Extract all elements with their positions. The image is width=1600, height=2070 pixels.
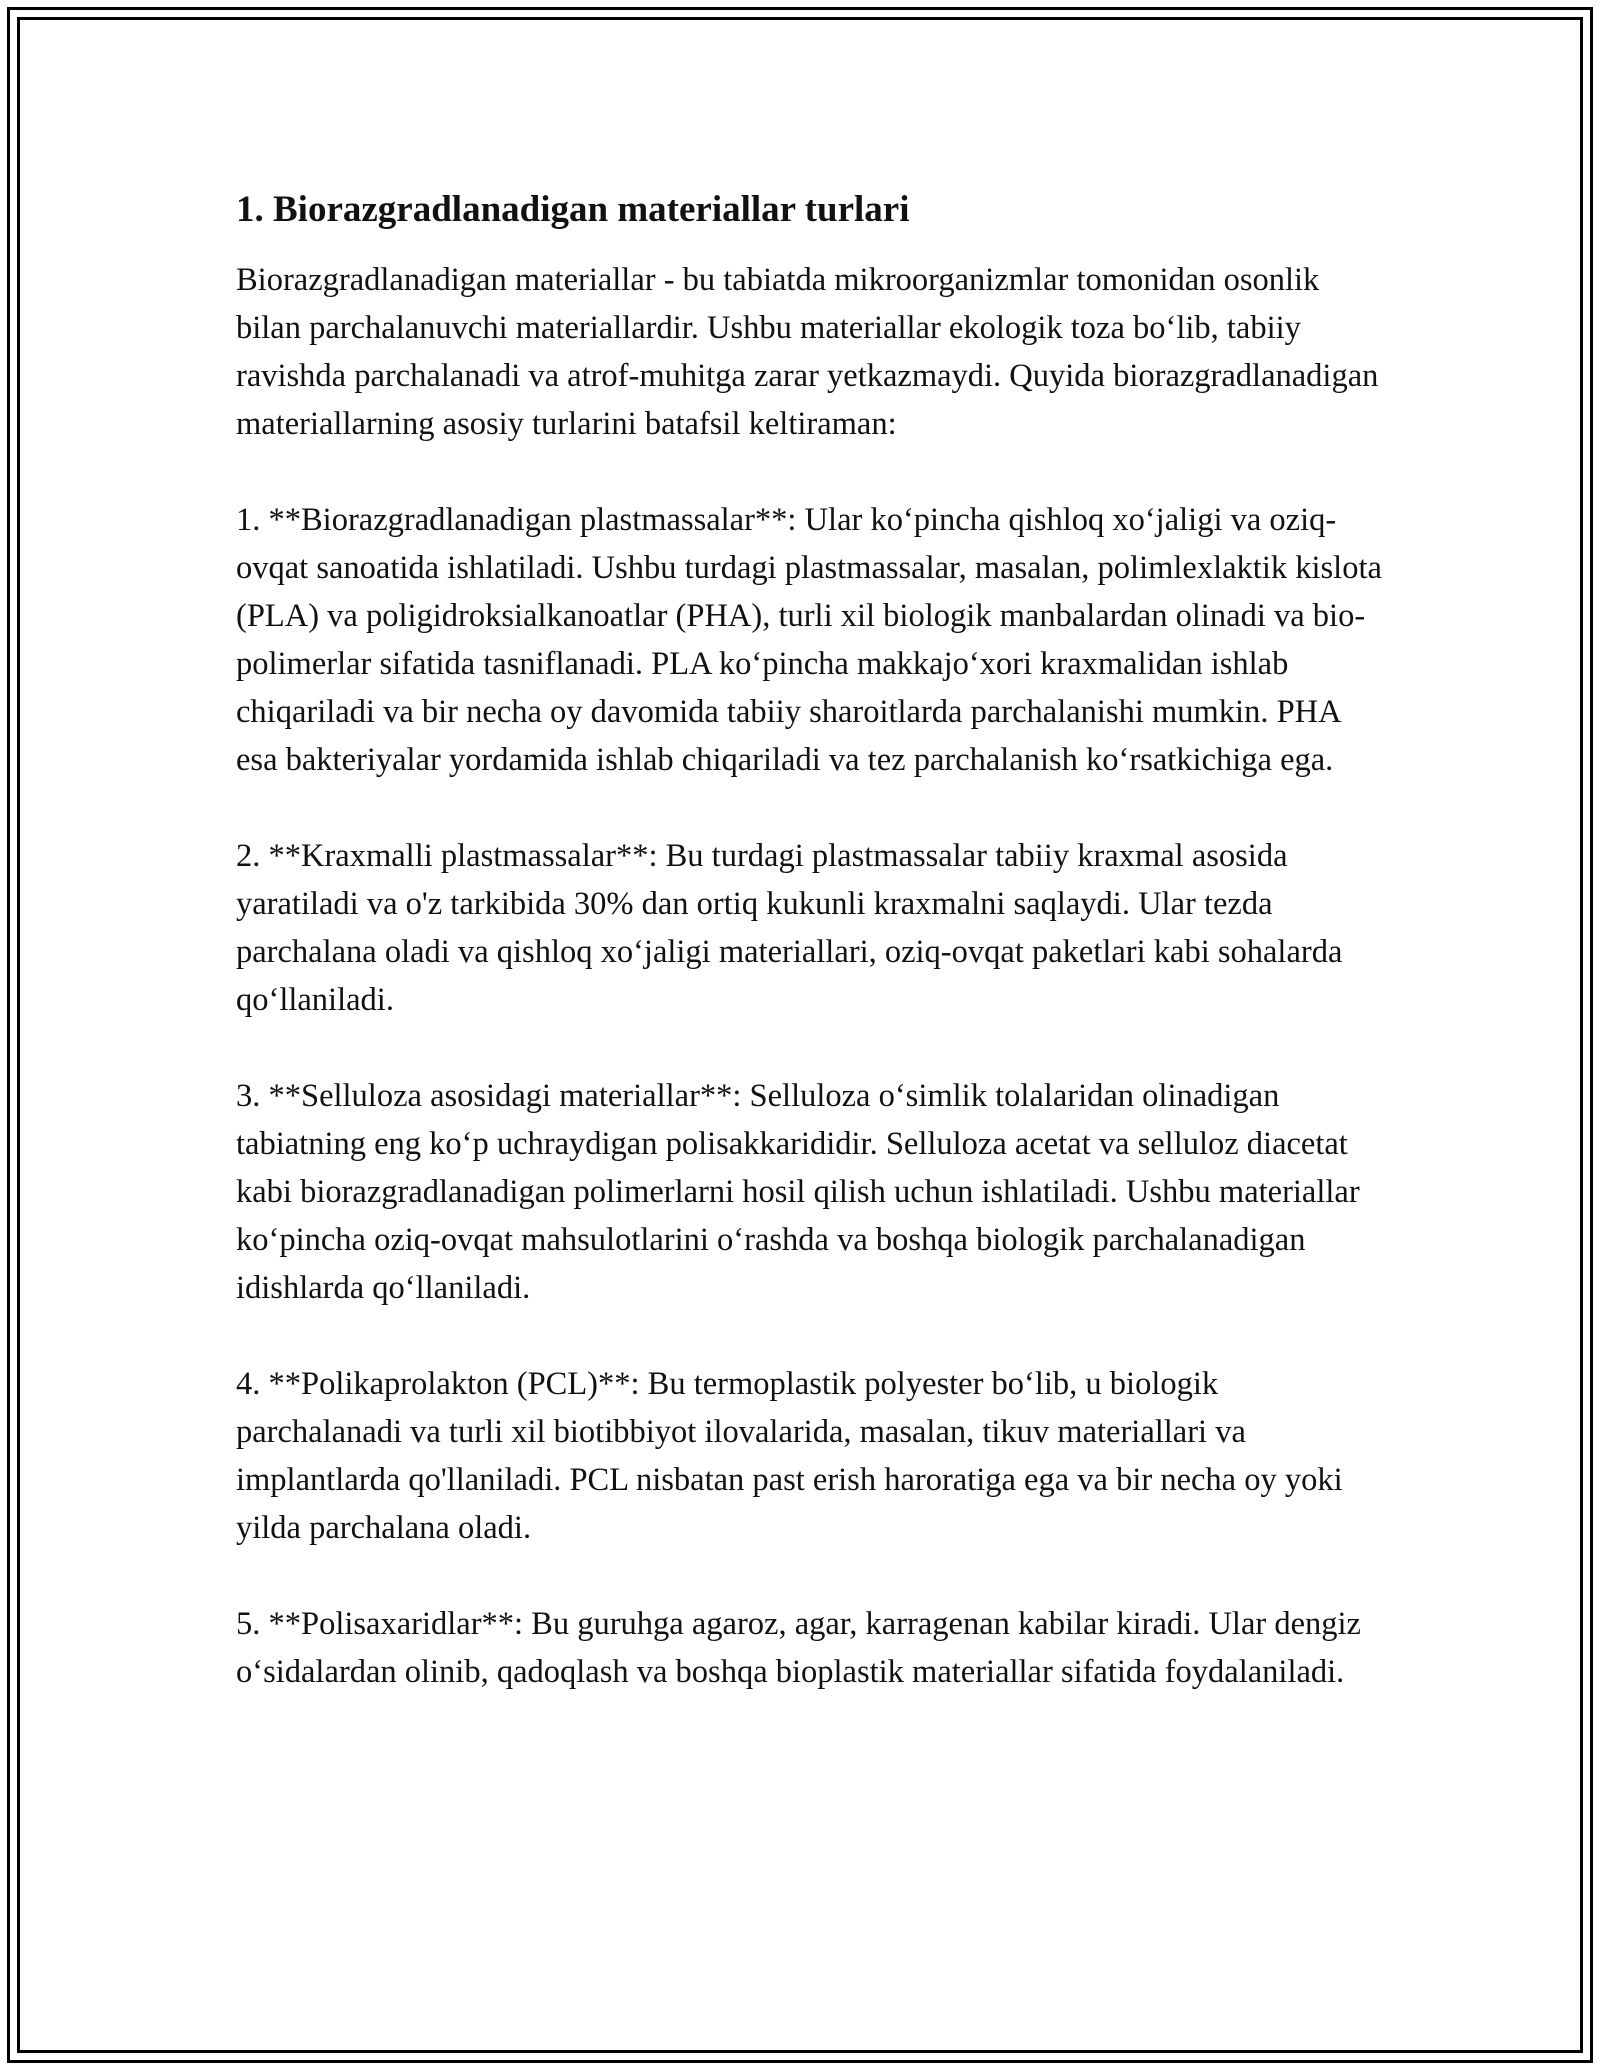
section-heading: 1. Biorazgradlanadigan materiallar turlari xyxy=(236,189,910,230)
list-item-starch-plastics: 2. **Kraxmalli plastmassalar**: Bu turdagi plastmassalar tabiiy kraxmal asosida yaratiladi va o'z tarkibida 30% dan ortiq kukunli kraxmalni saqlaydi. Ular tezda parchalana oladi va qishloq xo‘jaligi materiallari, oziq-ovqat paketlari kabi sohalarda qo‘llaniladi. xyxy=(236,838,1343,1018)
document-body xyxy=(236,186,1386,1696)
list-item-biodegradable-plastics: 1. **Biorazgradlanadigan plastmassalar**: Ular ko‘pincha qishloq xo‘jaligi va oziq-ovqat sanoatida ishlatiladi. Ushbu turdagi plastmassalar, masalan, polimlexlaktik kislota (PLA) va poligidroksialkanoatlar (PHA), turli xil biologik manbalardan olinadi va bio-polimerlar sifatida tasniflanadi. PLA ko‘pincha makkajo‘xori kraxmalidan ishlab chiqariladi va bir necha oy davomida tabiiy sharoitlarda parchalanishi mumkin. PHA esa bakteriyalar yordamida ishlab chiqariladi va tez parchalanish ko‘rsatkichiga ega. xyxy=(236,502,1382,778)
intro-paragraph: Biorazgradlanadigan materiallar - bu tabiatda mikroorganizmlar tomonidan osonlik bilan parchalanuvchi materiallardir. Ushbu materiallar ekologik toza bo‘lib, tabiiy ravishda parchalanadi va atrof-muhitga zarar yetkazmaydi. Quyida biorazgradlanadigan materiallarning asosiy turlarini batafsil keltiraman: xyxy=(236,262,1379,442)
list-item-polysaccharides: 5. **Polisaxaridlar**: Bu guruhga agaroz, agar, karragenan kabilar kiradi. Ular dengiz o‘sidalardan olinib, qadoqlash va boshqa bioplastik materiallar sifatida foydalaniladi. xyxy=(236,1606,1361,1690)
list-item-polycaprolactone: 4. **Polikaprolakton (PCL)**: Bu termoplastik polyester bo‘lib, u biologik parchalanadi va turli xil biotibbiyot ilovalarida, masalan, tikuv materiallari va implantlarda qo'llaniladi. PCL nisbatan past erish haroratiga ega va bir necha oy yoki yilda parchalana oladi. xyxy=(236,1366,1343,1546)
list-item-cellulose-materials: 3. **Selluloza asosidagi materiallar**: Selluloza o‘simlik tolalaridan olinadigan tabiatning eng ko‘p uchraydigan polisakkarididir. Selluloza acetat va selluloz diacetat kabi biorazgradlanadigan polimerlarni hosil qilish uchun ishlatiladi. Ushbu materiallar ko‘pincha oziq-ovqat mahsulotlarini o‘rashda va boshqa biologik parchalanadigan idishlarda qo‘llaniladi. xyxy=(236,1078,1360,1306)
